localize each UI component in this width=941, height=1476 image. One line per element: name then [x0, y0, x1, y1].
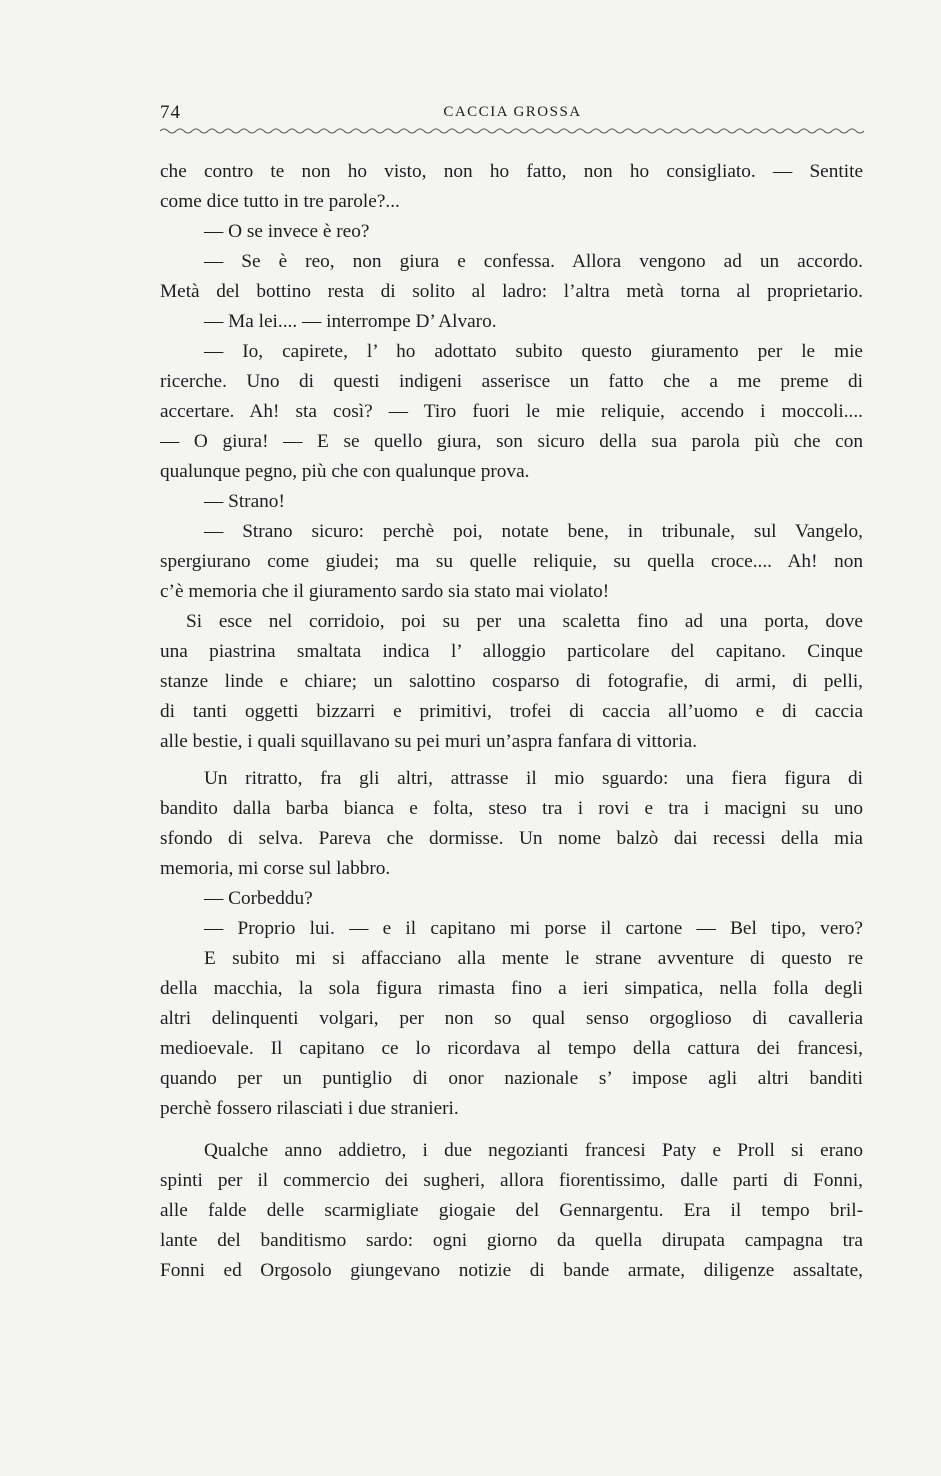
- text-line: bandito dalla barba bianca e folta, steso tra i rovi e tra i macigni su uno: [160, 798, 863, 819]
- text-line: — Ma lei.... — interrompe D’ Alvaro.: [204, 311, 497, 332]
- text-line: di tanti oggetti bizzarri e primitivi, trofei di caccia all’uomo e di caccia: [160, 701, 863, 722]
- text-line: spinti per il commercio dei sugheri, allora fiorentissimo, dalle parti di Fonni,: [160, 1170, 863, 1191]
- text-line: spergiurano come giudei; ma su quelle reliquie, su quella croce.... Ah! non: [160, 551, 863, 572]
- page-number: 74: [160, 102, 181, 123]
- body-text: [160, 157, 863, 1286]
- header-wavy-rule: [160, 127, 865, 135]
- text-line: — Io, capirete, l’ ho adottato subito questo giuramento per le mie: [204, 341, 863, 362]
- page-header: [160, 102, 865, 128]
- text-line: — Proprio lui. — e il capitano mi porse il cartone — Bel tipo, vero?: [204, 918, 863, 939]
- text-line: altri delinquenti volgari, per non so qual senso orgoglioso di cavalleria: [160, 1008, 863, 1029]
- text-line: una piastrina smaltata indica l’ alloggio particolare del capitano. Cinque: [160, 641, 863, 662]
- text-line: lante del banditismo sardo: ogni giorno da quella dirupata campagna tra: [160, 1230, 863, 1251]
- text-line: accertare. Ah! sta così? — Tiro fuori le mie reliquie, accendo i moccoli....: [160, 401, 863, 422]
- text-line: stanze linde e chiare; un salottino cosparso di fotografie, di armi, di pelli,: [160, 671, 863, 692]
- text-line: — Corbeddu?: [204, 888, 313, 909]
- text-line: della macchia, la sola figura rimasta fino a ieri simpatica, nella folla degli: [160, 978, 863, 999]
- text-line: — O se invece è reo?: [204, 221, 370, 242]
- text-line: medioevale. Il capitano ce lo ricordava al tempo della cattura dei francesi,: [160, 1038, 863, 1059]
- text-line: Fonni ed Orgosolo giungevano notizie di bande armate, diligenze assaltate,: [160, 1260, 863, 1281]
- text-line: memoria, mi corse sul labbro.: [160, 858, 391, 879]
- text-line: Si esce nel corridoio, poi su per una scaletta fino ad una porta, dove: [186, 611, 863, 632]
- text-line: — O giura! — E se quello giura, son sicuro della sua parola più che con: [160, 431, 863, 452]
- text-line: E subito mi si affacciano alla mente le strane avventure di questo re: [204, 948, 863, 969]
- text-line: — Se è reo, non giura e confessa. Allora vengono ad un accordo.: [204, 251, 863, 272]
- text-line: sfondo di selva. Pareva che dormisse. Un nome balzò dai recessi della mia: [160, 828, 863, 849]
- text-line: perchè fossero rilasciati i due stranieri.: [160, 1098, 459, 1119]
- text-line: alle bestie, i quali squillavano su pei muri un’aspra fanfara di vittoria.: [160, 731, 698, 752]
- text-line: Metà del bottino resta di solito al ladro: l’altra metà torna al proprietario.: [160, 281, 863, 302]
- text-line: alle falde delle scarmigliate giogaie del Gennargentu. Era il tempo bril-: [160, 1200, 863, 1221]
- text-line: Un ritratto, fra gli altri, attrasse il mio sguardo: una fiera figura di: [204, 768, 863, 789]
- text-line: ricerche. Uno di questi indigeni asserisce un fatto che a me preme di: [160, 371, 863, 392]
- text-line: quando per un puntiglio di onor nazionale s’ impose agli altri banditi: [160, 1068, 863, 1089]
- text-line: c’è memoria che il giuramento sardo sia stato mai violato!: [160, 581, 610, 602]
- text-line: come dice tutto in tre parole?...: [160, 191, 400, 212]
- running-head: CACCIA GROSSA: [443, 104, 582, 120]
- text-line: Qualche anno addietro, i due negozianti francesi Paty e Proll si erano: [204, 1140, 863, 1161]
- text-line: — Strano!: [204, 491, 285, 512]
- text-line: che contro te non ho visto, non ho fatto, non ho consigliato. — Sentite: [160, 161, 863, 182]
- text-line: qualunque pegno, più che con qualunque prova.: [160, 461, 530, 482]
- text-line: — Strano sicuro: perchè poi, notate bene, in tribunale, sul Vangelo,: [204, 521, 863, 542]
